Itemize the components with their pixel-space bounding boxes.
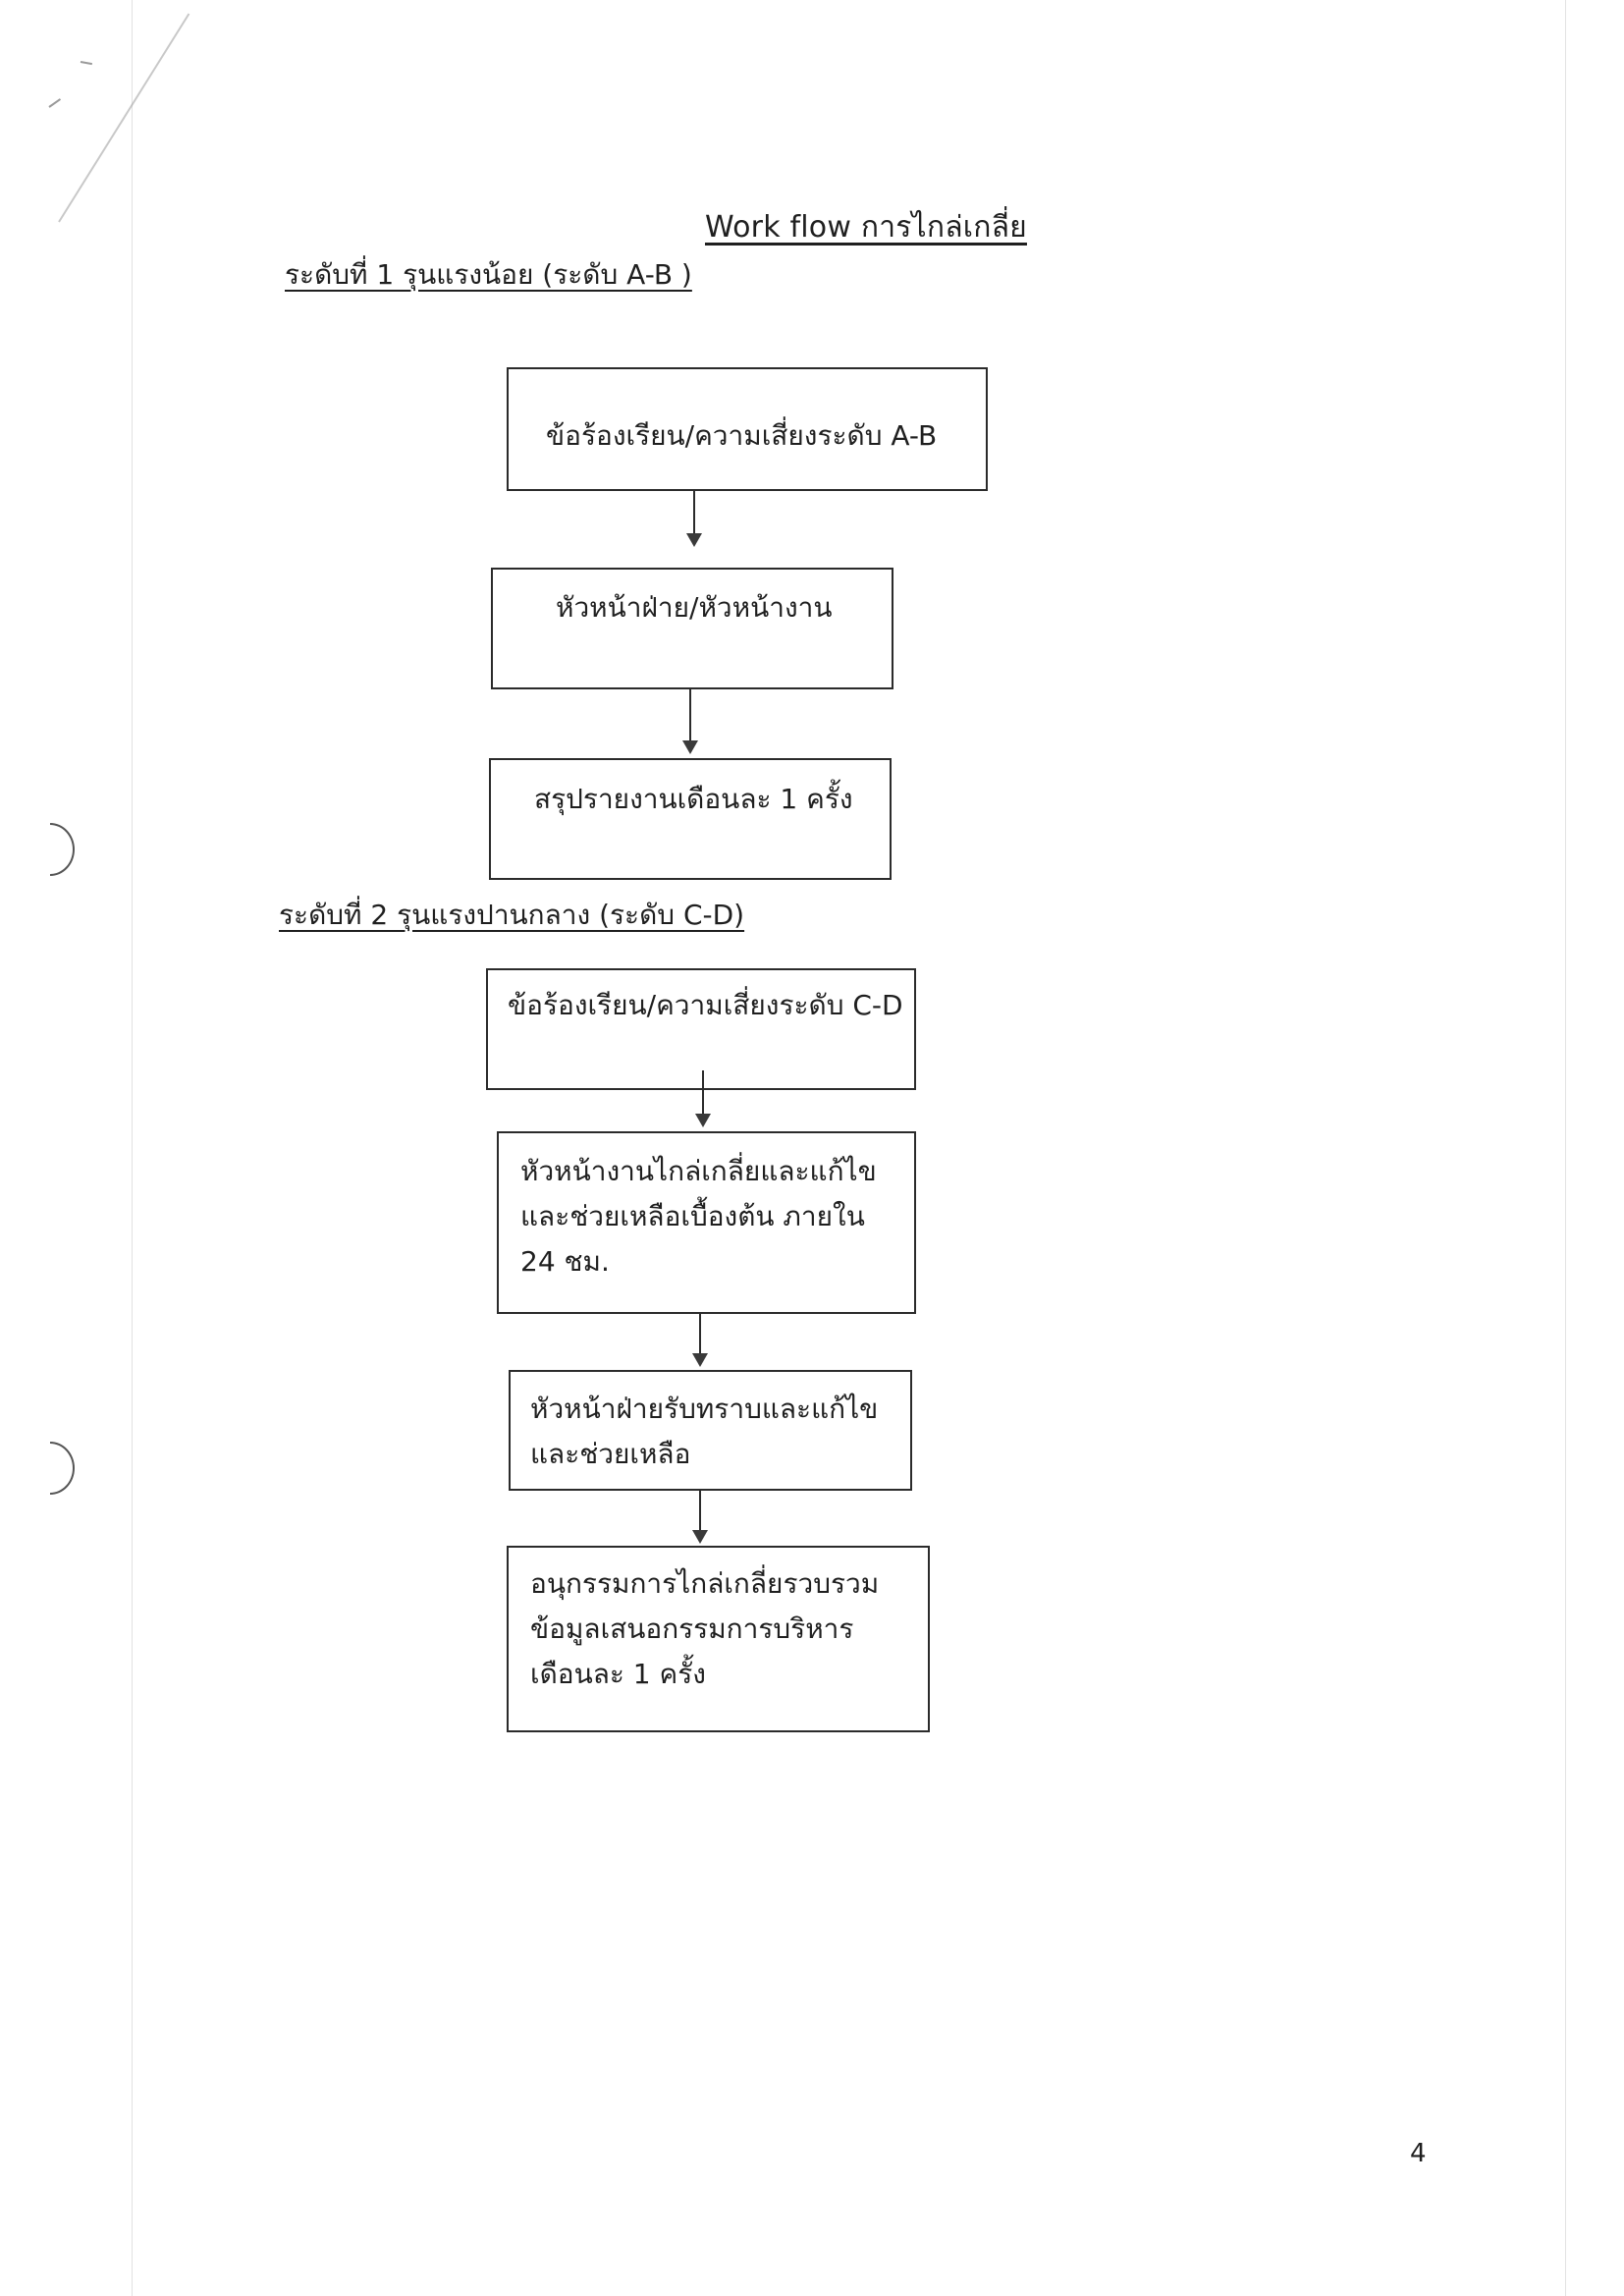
level1-box-complaint-ab — [507, 367, 988, 491]
page-title: Work flow การไกล่เกลี่ย — [705, 210, 1027, 245]
level2-box-department-head — [509, 1370, 912, 1491]
punch-hole-upper — [26, 823, 75, 876]
scan-speck — [81, 61, 92, 65]
box-line: 24 ชม. — [520, 1245, 610, 1278]
scan-left-edge-line — [132, 0, 133, 2296]
box-line: ข้อร้องเรียน/ความเสี่ยงระดับ C-D — [508, 989, 903, 1021]
level1-box-monthly-report — [489, 758, 892, 880]
box-line: อนุกรรมการไกล่เกลี่ยรวบรวม — [530, 1567, 880, 1600]
scan-right-edge-line — [1565, 0, 1566, 2296]
flow-arrow — [699, 1491, 701, 1542]
page-number: 4 — [1410, 2139, 1427, 2168]
flow-arrow — [689, 689, 691, 752]
scan-streak — [58, 13, 189, 222]
level1-box-department-head — [491, 568, 893, 689]
level2-heading: ระดับที่ 2 รุนแรงปานกลาง (ระดับ C-D) — [279, 899, 745, 931]
level2-box-mediation-head — [497, 1131, 916, 1314]
box-line: ข้อมูลเสนอกรรมการบริหาร — [530, 1613, 854, 1645]
box-line: ข้อร้องเรียน/ความเสี่ยงระดับ A-B — [546, 419, 938, 452]
box-line: และช่วยเหลือเบื้องต้น ภายใน — [520, 1200, 865, 1232]
level1-heading: ระดับที่ 1 รุนแรงน้อย (ระดับ A-B ) — [285, 258, 692, 291]
flow-arrow — [702, 1070, 704, 1125]
box-line: เดือนละ 1 ครั้ง — [530, 1658, 706, 1690]
flow-arrow — [693, 491, 695, 545]
scan-speck — [48, 98, 61, 108]
box-line: หัวหน้าฝ่าย/หัวหน้างาน — [556, 591, 833, 624]
box-line: และช่วยเหลือ — [530, 1438, 691, 1470]
level2-box-complaint-cd — [486, 968, 916, 1090]
box-line: หัวหน้าฝ่ายรับทราบและแก้ไข — [530, 1393, 879, 1425]
flow-arrow — [699, 1314, 701, 1365]
box-line: สรุปรายงานเดือนละ 1 ครั้ง — [534, 783, 853, 815]
punch-hole-lower — [26, 1442, 75, 1495]
box-line: หัวหน้างานไกล่เกลี่ยและแก้ไข — [520, 1155, 877, 1187]
level2-box-subcommittee — [507, 1546, 930, 1732]
